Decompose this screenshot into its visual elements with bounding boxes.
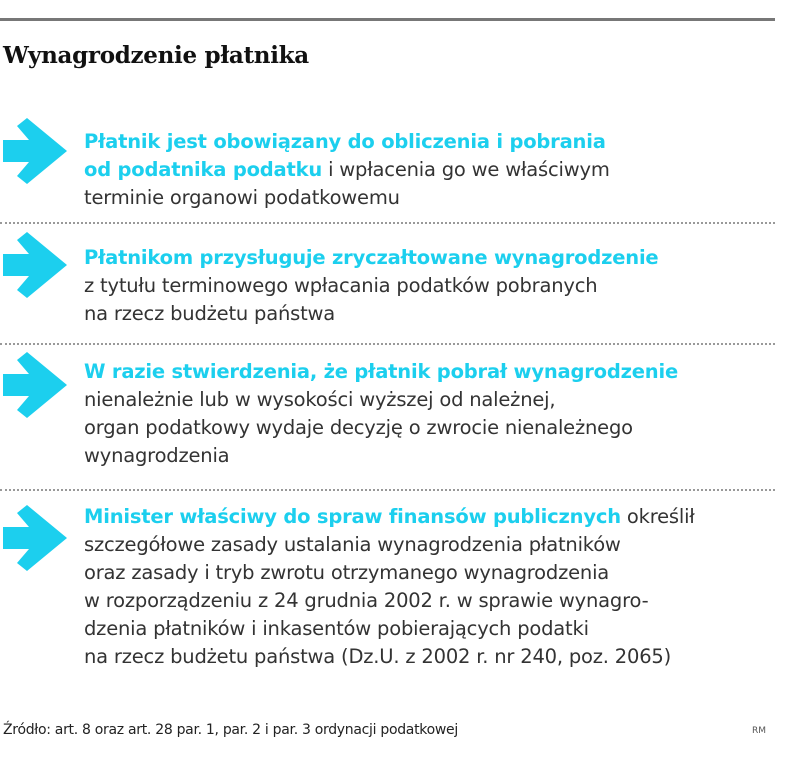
source-note: Źródło: art. 8 oraz art. 28 par. 1, par. 2 i par. 3 ordynacji podatkowej [3,722,458,738]
text-line [84,300,658,328]
highlight-text: Płatnikom przysługuje zryczałtowane wynagrodzenie [84,246,659,269]
arrow-icon [3,118,67,184]
text-line [84,358,678,386]
body-text: na rzecz budżetu państwa [84,302,336,325]
text-line [84,442,678,470]
text-line [84,272,658,300]
text-line [84,184,610,212]
text-line [84,244,658,272]
highlight-text: Płatnik jest obowiązany do obliczenia i pobrania [84,130,606,153]
body-text: szczegółowe zasady ustalania wynagrodzenia płatników [84,533,621,556]
arrow-icon [3,505,67,571]
highlight-text: od podatnika podatku [84,158,323,181]
body-text: organ podatkowy wydaje decyzję o zwrocie nienależnego [84,416,633,439]
highlight-text: W razie stwierdzenia, że płatnik pobrał wynagrodzenie [84,360,678,383]
item-text [84,128,610,212]
item-text [84,503,695,671]
arrow-icon [3,232,67,298]
author-signature: RM [752,726,767,736]
text-line [84,531,695,559]
body-text: dzenia płatników i inkasentów pobierających podatki [84,617,589,640]
page-title: Wynagrodzenie płatnika [3,42,309,69]
highlight-text: Minister właściwy do spraw finansów publicznych [84,505,621,528]
body-text: na rzecz budżetu państwa (Dz.U. z 2002 r. nr 240, poz. 2065) [84,645,672,668]
arrow-icon [3,352,67,418]
dotted-divider [0,222,775,224]
text-line [84,615,695,643]
body-text: określił [620,505,695,528]
body-text: i wpłacenia go we właściwym [322,158,610,181]
body-text: wynagrodzenia [84,444,230,467]
body-text: oraz zasady i tryb zwrotu otrzymanego wynagrodzenia [84,561,610,584]
text-line [84,643,695,671]
body-text: terminie organowi podatkowemu [84,186,400,209]
item-text [84,244,658,328]
body-text: w rozporządzeniu z 24 grudnia 2002 r. w sprawie wynagro- [84,589,649,612]
top-rule [0,18,775,21]
text-line [84,386,678,414]
text-line [84,503,695,531]
body-text: nienależnie lub w wysokości wyższej od należnej, [84,388,556,411]
dotted-divider [0,343,775,345]
text-line [84,156,610,184]
body-text: z tytułu terminowego wpłacania podatków pobranych [84,274,598,297]
text-line [84,587,695,615]
dotted-divider [0,489,775,491]
text-line [84,414,678,442]
item-text [84,358,678,470]
text-line [84,128,610,156]
text-line [84,559,695,587]
